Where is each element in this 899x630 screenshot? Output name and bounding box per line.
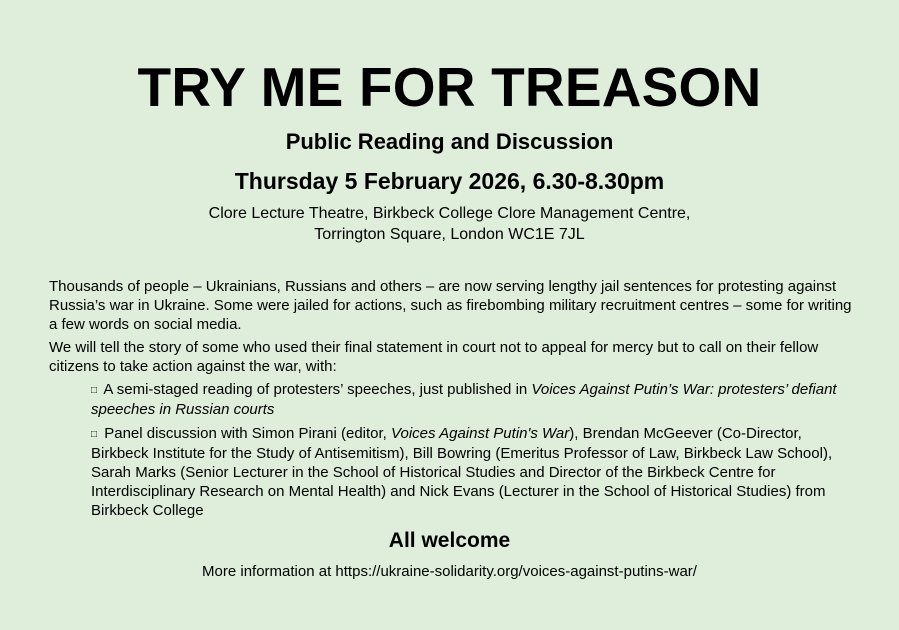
bullet-panel xyxy=(91,424,859,520)
event-title: TRY ME FOR TREASON xyxy=(137,56,762,118)
description-paragraph-1: Thousands of people – Ukrainians, Russians and others – are now serving lengthy jail sentences for protesting against Russia’s war in Ukraine. Some were jailed for actions, such as firebombing military recruitment centres – some for writing a few words on social media. xyxy=(49,278,852,333)
venue-line-1: Clore Lecture Theatre, Birkbeck College Clore Management Centre, xyxy=(208,205,691,222)
book-title: Voices Against Putin’s War: protesters’ defiant speeches in Russian courts xyxy=(91,381,837,418)
bullet-panel-text-end: ), Brendan McGeever (Co-Director, Birkbeck Institute for the Study of Antisemitism), Bill Bowring (Emeritus Professor of Law, Birkbeck Law School), Sarah Marks (Senior Lecturer in the School of Historical Studies and Director of the Birkbeck Centre for Interdisciplinary Research on Mental Health) and Nick Evans (Lecturer in the School of Historical Studies) from Birkbeck College xyxy=(91,425,833,519)
bullet-reading xyxy=(91,380,859,419)
event-description xyxy=(49,277,859,525)
event-date: Thursday 5 February 2026, 6.30-8.30pm xyxy=(234,168,665,194)
book-title-short: Voices Against Putin's War xyxy=(391,425,570,442)
all-welcome: All welcome xyxy=(388,529,511,552)
description-paragraph-2: We will tell the story of some who used their final statement in court not to appeal for mercy but to call on their fellow citizens to take action against the war, with: xyxy=(49,339,819,375)
event-venue xyxy=(0,203,899,245)
bullet-box-icon: □ xyxy=(91,429,98,440)
bullet-reading-text: A semi-staged reading of protesters’ speeches, just published in xyxy=(103,381,532,398)
event-subtitle: Public Reading and Discussion xyxy=(285,129,614,154)
more-info: More information at https://ukraine-solidarity.org/voices-against-putins-war/ xyxy=(202,563,697,580)
venue-line-2: Torrington Square, London WC1E 7JL xyxy=(314,226,585,243)
bullet-box-icon: □ xyxy=(91,385,98,396)
bullet-panel-text-start: Panel discussion with Simon Pirani (editor, xyxy=(104,425,392,442)
